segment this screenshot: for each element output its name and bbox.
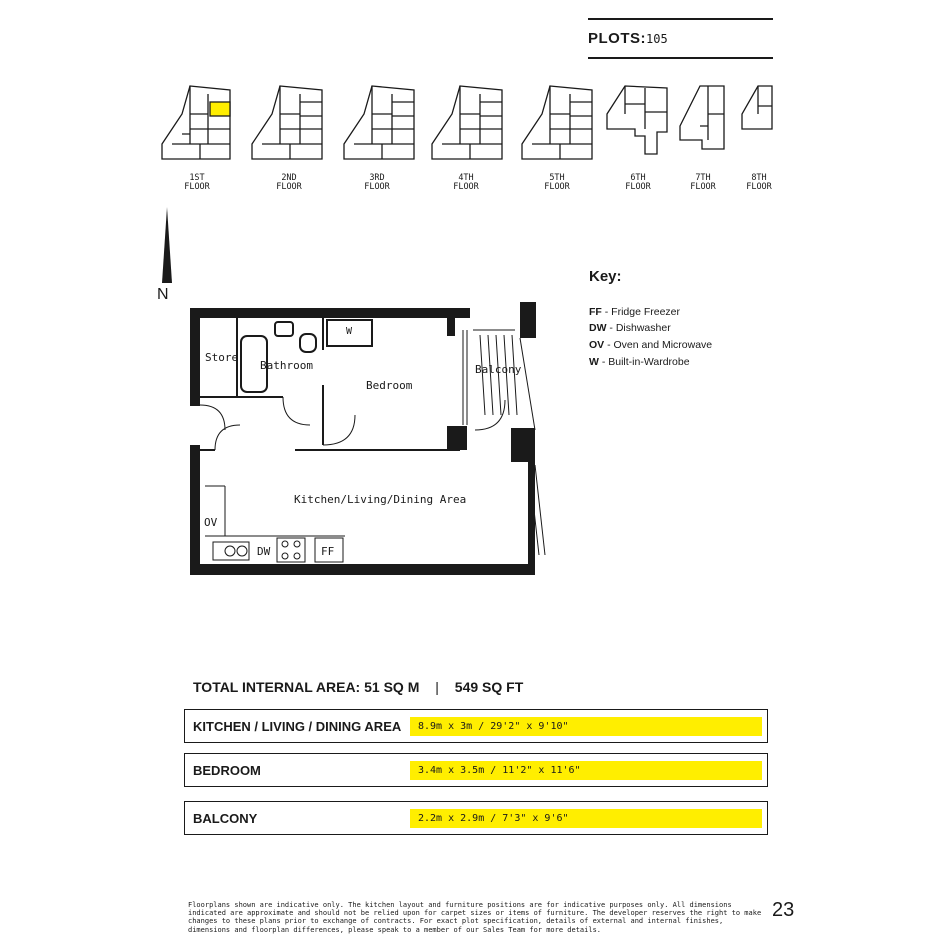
floor-label-8[interactable]: 8TH FLOOR	[746, 173, 772, 192]
dimension-row-kitchen	[184, 709, 768, 743]
total-area-label: TOTAL INTERNAL AREA: 51 SQ M	[193, 679, 420, 695]
page-number: 23	[772, 899, 795, 921]
floor-label-2[interactable]: 2ND FLOOR	[276, 173, 302, 192]
appliance-label-dishwasher: DW	[257, 545, 271, 558]
plot-highlight	[210, 102, 230, 116]
room-label-balcony: Balcony	[475, 363, 522, 376]
dimension-row-balcony	[184, 801, 768, 835]
floor-thumb-8[interactable]	[742, 86, 772, 129]
key-item-dw: DW - Dishwasher	[589, 322, 671, 334]
plots-label: PLOTS:	[588, 30, 647, 47]
key-title: Key:	[589, 268, 622, 285]
area-separator: |	[435, 679, 439, 695]
appliance-label-fridge: FF	[321, 545, 335, 558]
key-item-w: W - Built-in-Wardrobe	[589, 356, 690, 368]
plots-header	[588, 18, 773, 59]
dimension-row-name: KITCHEN / LIVING / DINING AREA	[193, 719, 402, 734]
floor-label-5[interactable]: 5TH FLOOR	[544, 173, 570, 192]
floor-thumbnails	[150, 80, 790, 165]
floor-label-4[interactable]: 4TH FLOOR	[453, 173, 479, 192]
floor-thumb-4[interactable]	[432, 86, 502, 159]
floor-thumb-3[interactable]	[344, 86, 414, 159]
room-label-bathroom: Bathroom	[260, 359, 313, 372]
floor-label-3[interactable]: 3RD FLOOR	[364, 173, 390, 192]
dimension-row-bedroom	[184, 753, 768, 787]
floor-thumb-5[interactable]	[522, 86, 592, 159]
room-label-wardrobe: W	[346, 326, 353, 337]
floor-thumb-1[interactable]	[162, 86, 230, 159]
key-item-ff: FF - Fridge Freezer	[589, 306, 681, 318]
total-area-sqft: 549 SQ FT	[454, 679, 524, 695]
room-label-kitchen: Kitchen/Living/Dining Area	[294, 493, 467, 506]
room-label-bedroom: Bedroom	[366, 379, 413, 392]
key-item-ov: OV - Oven and Microwave	[589, 339, 713, 351]
dimension-row-value: 8.9m x 3m / 29'2" x 9'10"	[410, 717, 762, 736]
dimension-row-name: BEDROOM	[193, 763, 261, 778]
room-label-store: Store	[205, 351, 239, 364]
floorplan	[185, 300, 555, 580]
floor-thumb-7[interactable]	[680, 86, 724, 149]
disclaimer-text: Floorplans shown are indicative only. The kitchen layout and furniture positions are for indicative purposes only. All dimensions indicated are approximate and should not be relied upon for carpet sizes or items of furniture. The developer reserves the right to make changes to these plans prior to exchange of contracts. For exact plot specification, details of external and internal finishes, dimensions and floorplan differences, please speak to a member of our Sales Team for more details.	[188, 901, 762, 934]
dimension-row-value: 3.4m x 3.5m / 11'2" x 11'6"	[410, 761, 762, 780]
dimension-row-value: 2.2m x 2.9m / 7'3" x 9'6"	[410, 809, 762, 828]
floor-label-6[interactable]: 6TH FLOOR	[625, 173, 651, 192]
compass-label: N	[157, 286, 169, 303]
floor-label-7[interactable]: 7TH FLOOR	[690, 173, 716, 192]
plots-value: 105	[646, 32, 668, 46]
floor-thumb-2[interactable]	[252, 86, 322, 159]
floor-label-1[interactable]: 1ST FLOOR	[184, 173, 210, 192]
floor-thumb-6[interactable]	[607, 86, 667, 154]
north-arrow-icon	[155, 205, 179, 285]
total-area	[193, 679, 523, 695]
dimension-row-name: BALCONY	[193, 811, 258, 826]
appliance-label-oven: OV	[204, 516, 218, 529]
